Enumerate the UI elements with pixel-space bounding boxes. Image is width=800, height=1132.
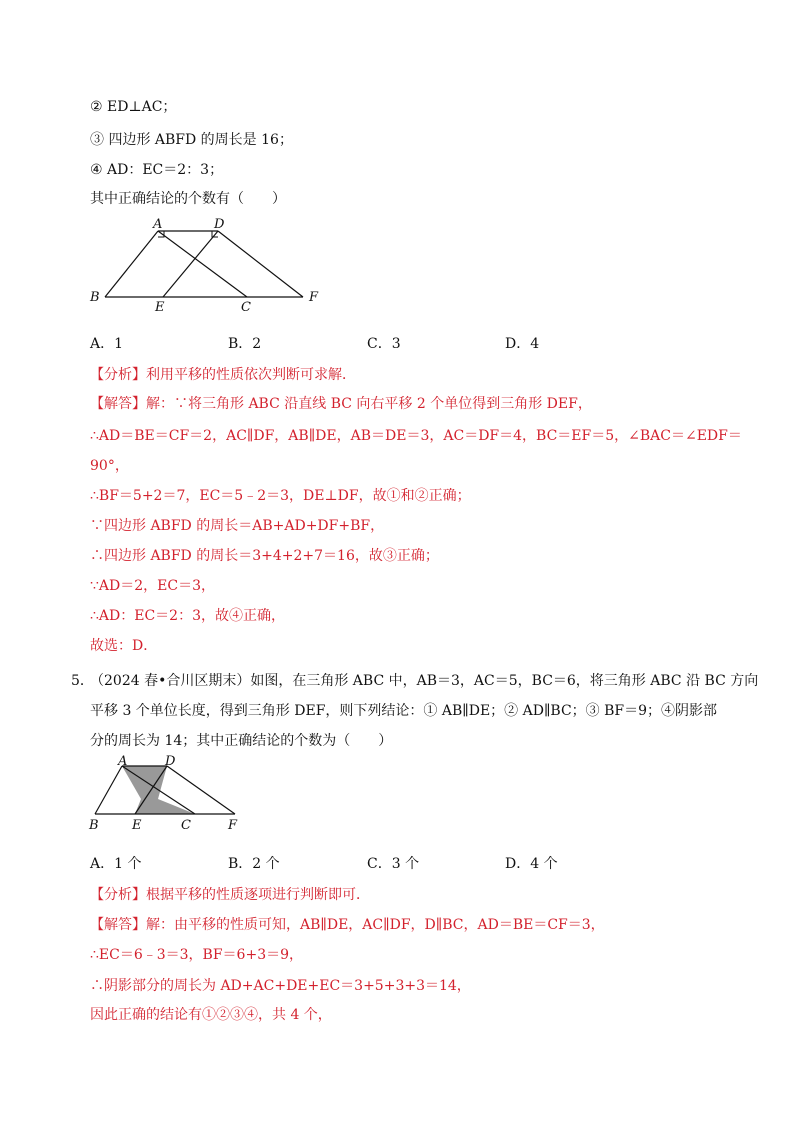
q4-figure xyxy=(85,215,325,315)
q4-option-b: B．2 xyxy=(228,336,262,352)
q4-item-3: ③ 四边形 ABFD 的周长是 16； xyxy=(90,132,293,148)
q4-item-2: ② ED⊥AC； xyxy=(90,99,177,115)
q4-solution-line: ∵四边形 ABFD 的周长＝AB+AD+DF+BF， xyxy=(90,518,385,534)
label-F: F xyxy=(228,818,238,833)
label-A: A xyxy=(153,217,163,232)
q4-solution-line: ∴BF＝5+2＝7，EC＝5﹣2＝3，DE⊥DF，故①和②正确； xyxy=(90,488,471,504)
label-A: A xyxy=(118,755,128,769)
label-F: F xyxy=(309,290,319,305)
label-D: D xyxy=(165,755,176,769)
q5-number: 5． xyxy=(71,673,94,689)
q5-solution-line: 【解答】解：由平移的性质可知，AB∥DE，AC∥DF，D∥BC，AD＝BE＝CF＝3， xyxy=(90,917,605,933)
q5-stem-line: 平移 3 个单位长度，得到三角形 DEF，则下列结论：① AB∥DE；② AD∥BC；③ BF＝9；④阴影部 xyxy=(90,703,718,719)
label-D: D xyxy=(214,217,225,232)
label-C: C xyxy=(241,300,251,315)
seg-AB xyxy=(95,766,122,814)
seg-DF xyxy=(218,231,303,297)
q4-solution-line: 【解答】解：∵将三角形 ABC 沿直线 BC 向右平移 2 个单位得到三角形 DEF， xyxy=(90,396,592,412)
q5-stem-line: 分的周长为 14；其中正确结论的个数为（ ） xyxy=(90,733,393,749)
q5-option-b: B．2 个 xyxy=(228,856,280,872)
q5-analysis: 【分析】根据平移的性质逐项进行判断即可． xyxy=(90,887,370,903)
label-B: B xyxy=(90,290,100,305)
q5-solution-line: 因此正确的结论有①②③④，共 4 个， xyxy=(90,1007,332,1023)
q4-option-a: A．1 xyxy=(90,336,124,352)
seg-AB xyxy=(105,231,158,297)
label-C: C xyxy=(181,818,191,833)
q5-option-a: A．1 个 xyxy=(90,856,142,872)
q4-solution-line: 90°， xyxy=(90,458,129,474)
q4-option-c: C．3 xyxy=(367,336,401,352)
q4-prompt: 其中正确结论的个数有（ ） xyxy=(90,191,286,207)
label-B: B xyxy=(89,818,99,833)
q5-solution-line: ∴EC＝6﹣3＝3，BF＝6+3＝9， xyxy=(90,947,304,963)
q4-solution-line: ∴AD：EC＝2：3，故④正确， xyxy=(90,608,285,624)
q4-solution-line: ∴AD＝BE＝CF＝2，AC∥DF，AB∥DE，AB＝DE＝3，AC＝DF＝4，BC＝EF＝5，∠BAC＝∠EDF＝ xyxy=(90,428,742,444)
q4-analysis: 【分析】利用平移的性质依次判断可求解． xyxy=(90,367,356,383)
q5-solution-line: ∴阴影部分的周长为 AD+AC+DE+EC＝3+5+3+3＝14， xyxy=(90,978,471,994)
q4-item-4: ④ AD：EC＝2：3； xyxy=(90,162,224,178)
label-E: E xyxy=(155,300,165,315)
q4-solution-line: ∵AD＝2，EC＝3， xyxy=(90,578,215,594)
q5-figure xyxy=(85,755,255,835)
q5-option-d: D．4 个 xyxy=(505,856,558,872)
q5-option-c: C．3 个 xyxy=(367,856,420,872)
label-E: E xyxy=(132,818,142,833)
q4-solution-line: 故选：D． xyxy=(90,638,158,654)
q4-option-d: D．4 xyxy=(505,336,540,352)
q5-stem-line: （2024 春•合川区期末）如图，在三角形 ABC 中，AB＝3，AC＝5，BC＝6，将三角形 ABC 沿 BC 方向 xyxy=(90,673,759,689)
q4-solution-line: ∴四边形 ABFD 的周长＝3+4+2+7＝16，故③正确； xyxy=(90,548,439,564)
